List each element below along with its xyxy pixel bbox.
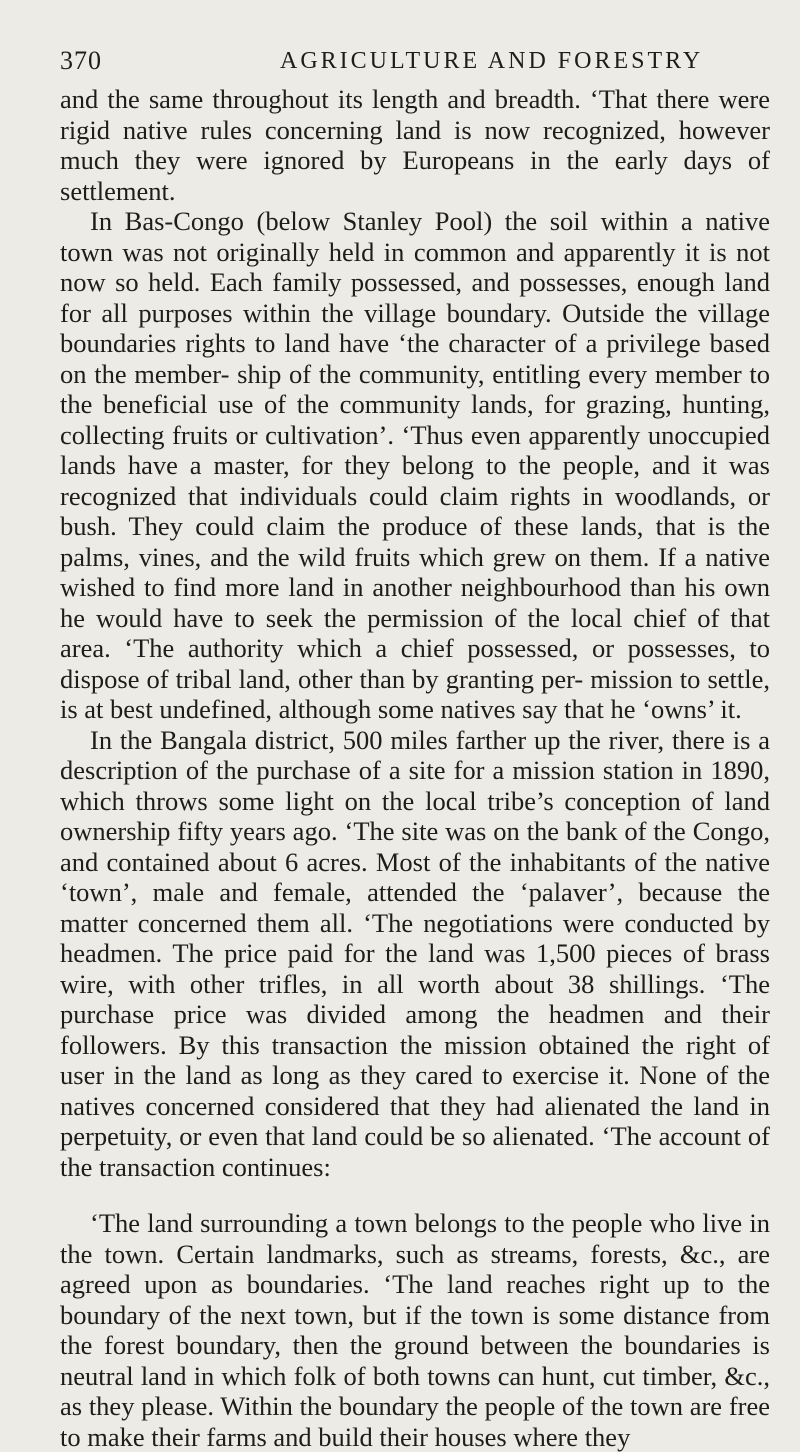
page-number: 370 xyxy=(60,46,102,75)
paragraph-continuation: and the same throughout its length and breadth. ‘That there were rigid native rules concerning land is now recognized, however much they were ignored by Europeans in the early days of settlement. xyxy=(60,84,770,206)
paragraph-bangala: In the Bangala district, 500 miles farther up the river, there is a description of the purchase of a site for a mission station in 1890, which throws some light on the local tribe’s conception of land ownership fifty years ago. ‘The site was on the bank of the Congo, and contained about 6 acres. Most of the inhabitants of the native ‘town’, male and female, attended the ‘palaver’, because the matter concerned them all. ‘The negotiations were conducted by headmen. The price paid for the land was 1,500 pieces of brass wire, with other trifles, in all worth about 38 shillings. ‘The purchase price was divided among the headmen and their followers. By this transaction the mission obtained the right of user in the land as long as they cared to exercise it. None of the natives concerned considered that they had alienated the land in perpetuity, or even that land could be so alienated. ‘The account of the transaction continues: xyxy=(60,724,770,1182)
paragraph-bas-congo: In Bas-Congo (below Stanley Pool) the soil within a native town was not originally held in common and apparently it is not now so held. Each family possessed, and possesses, enough land for all purposes within the village boundary. Outside the village boundaries rights to land have ‘the character of a privilege based on the member- ship of the community, entitling every member to the beneficial use of the community lands, for grazing, hunting, collecting fruits or cultivation’. ‘Thus even apparently unoccupied lands have a master, for they belong to the people, and it was recognized that individuals could claim rights in woodlands, or bush. They could claim the produce of these lands, that is the palms, vines, and the wild fruits which grew on them. If a native wished to find more land in another neighbourhood than his own he would have to seek the permission of the local chief of that area. ‘The authority which a chief possessed, or possesses, to dispose of tribal land, other than by granting per- mission to settle, is at best undefined, although some natives say that he ‘owns’ it. xyxy=(60,206,770,724)
running-header xyxy=(60,44,770,78)
quoted-account: ‘The land surrounding a town belongs to the people who live in the town. Certain landmarks, such as streams, forests, &c., are agreed upon as boundaries. ‘The land reaches right up to the boundary of the next town, but if the town is some distance from the forest boundary, then the ground between the boundaries is neutral land in which folk of both towns can hunt, cut timber, &c., as they please. Within the boundary the people of the town are free to make their farms and build their houses where they xyxy=(60,1208,770,1452)
running-title: AGRICULTURE AND FORESTRY xyxy=(280,48,704,74)
